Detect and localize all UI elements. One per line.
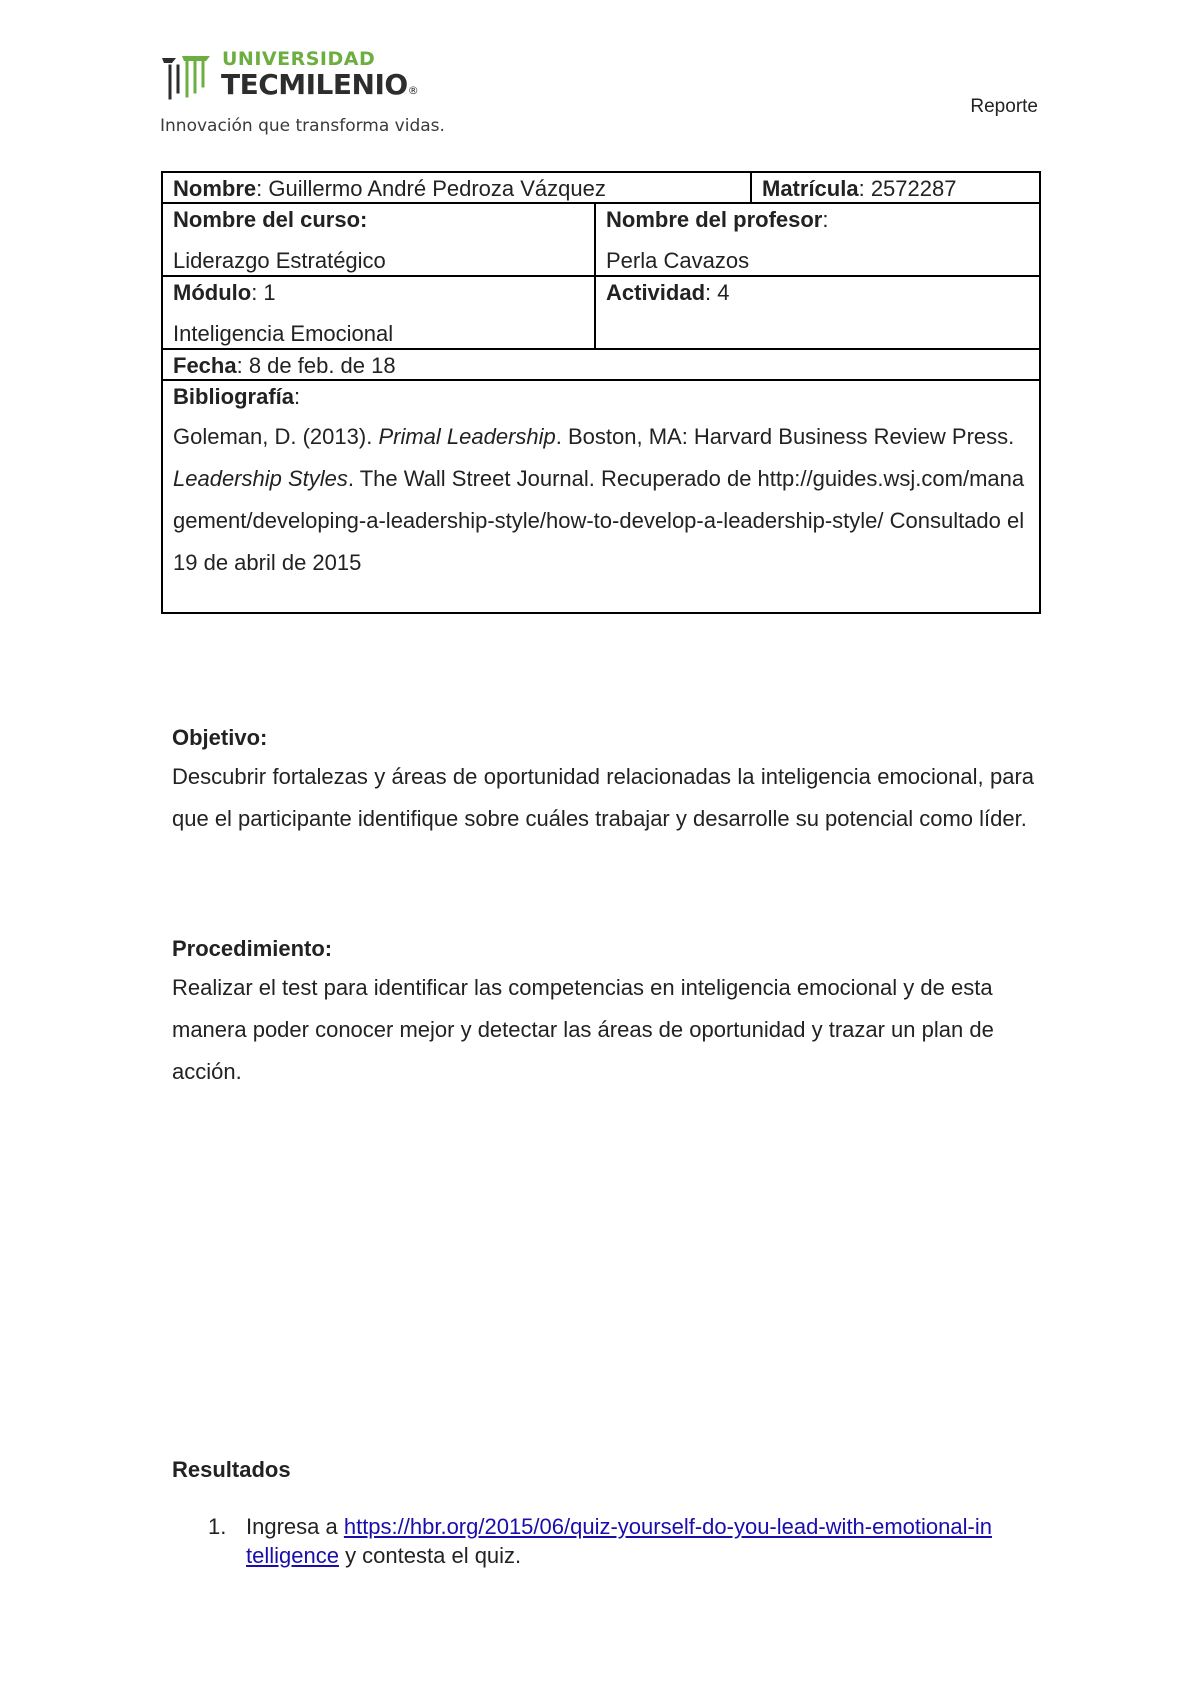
fecha-cell bbox=[163, 350, 1039, 379]
modulo-cell bbox=[163, 277, 594, 348]
reference-wsj: Leadership Styles. The Wall Street Journal. Recuperado de http://guides.wsj.com/management/developing-a-leadership-style/how-to-develop-a-leadership-style/ Consultado el 19 de abril de 2015 bbox=[173, 466, 1025, 575]
profesor-value: Perla Cavazos bbox=[606, 248, 750, 273]
resultados-list bbox=[172, 1512, 992, 1570]
table-row-nombre bbox=[163, 173, 1039, 204]
matricula-value: : 2572287 bbox=[858, 176, 957, 201]
objetivo-heading: Objetivo: bbox=[172, 725, 268, 750]
reference-goleman: Goleman, D. (2013). Primal Leadership. Boston, MA: Harvard Business Review Press. bbox=[173, 424, 1015, 449]
objetivo-section bbox=[172, 722, 1034, 840]
logo-tagline: Innovación que transforma vidas. bbox=[160, 116, 445, 136]
procedimiento-text: Realizar el test para identificar las competencias en inteligencia emocional y de esta manera poder conocer mejor y detectar las áreas de oportunidad y trazar un plan de acción. bbox=[172, 975, 994, 1084]
curso-value: Liderazgo Estratégico bbox=[173, 248, 386, 273]
reference-goleman-title: Primal Leadership bbox=[378, 424, 556, 449]
tecmilenio-logo bbox=[160, 48, 450, 143]
bibliografia-cell bbox=[163, 381, 1039, 612]
procedimiento-section bbox=[172, 933, 1034, 1093]
modulo-name: Inteligencia Emocional bbox=[173, 321, 394, 346]
curso-label: Nombre del curso: bbox=[173, 207, 368, 232]
matricula-label: Matrícula bbox=[762, 176, 859, 201]
resultados-heading: Resultados bbox=[172, 1457, 291, 1482]
logo-name-text: TECMILENIO® bbox=[221, 68, 419, 101]
matricula-cell bbox=[750, 173, 1039, 202]
tecmilenio-mark-icon bbox=[160, 52, 218, 104]
table-row-fecha bbox=[163, 350, 1039, 381]
actividad-label: Actividad bbox=[606, 280, 706, 305]
logo-university-text: UNIVERSIDAD bbox=[222, 48, 376, 70]
quiz-link[interactable]: https://hbr.org/2015/06/quiz-yourself-do-you-lead-with-emotional-intelligence bbox=[246, 1514, 992, 1568]
list-item-number: 1. bbox=[208, 1514, 227, 1539]
profesor-colon: : bbox=[822, 207, 829, 232]
nombre-value: : Guillermo André Pedroza Vázquez bbox=[256, 176, 606, 201]
fecha-value: : 8 de feb. de 18 bbox=[236, 353, 396, 378]
bibliografia-colon: : bbox=[294, 384, 301, 409]
procedimiento-heading: Procedimiento: bbox=[172, 936, 333, 961]
objetivo-text: Descubrir fortalezas y áreas de oportunidad relacionadas la inteligencia emocional, para que el participante identifique sobre cuáles trabajar y desarrolle su potencial como líder. bbox=[172, 764, 1034, 831]
curso-cell bbox=[163, 204, 594, 275]
modulo-value: : 1 bbox=[251, 280, 276, 305]
nombre-label: Nombre bbox=[173, 176, 257, 201]
fecha-label: Fecha bbox=[173, 353, 237, 378]
modulo-label: Módulo bbox=[173, 280, 252, 305]
bibliografia-label: Bibliografía bbox=[173, 384, 295, 409]
actividad-value: : 4 bbox=[705, 280, 730, 305]
actividad-cell bbox=[594, 277, 1039, 348]
resultados-section bbox=[172, 1454, 992, 1570]
table-row-curso bbox=[163, 204, 1039, 277]
list-item: 1. Ingresa a https://hbr.org/2015/06/quiz-yourself-do-you-lead-with-emotional-intelligence y contesta el quiz. bbox=[208, 1514, 992, 1568]
header-report-label: Reporte bbox=[970, 96, 1038, 117]
nombre-cell bbox=[163, 173, 750, 202]
table-row-bibliografia bbox=[163, 381, 1039, 612]
profesor-label: Nombre del profesor bbox=[606, 207, 823, 232]
reference-wsj-title: Leadership Styles bbox=[173, 466, 348, 491]
profesor-cell bbox=[594, 204, 1039, 275]
info-table bbox=[161, 171, 1041, 614]
table-row-modulo bbox=[163, 277, 1039, 350]
